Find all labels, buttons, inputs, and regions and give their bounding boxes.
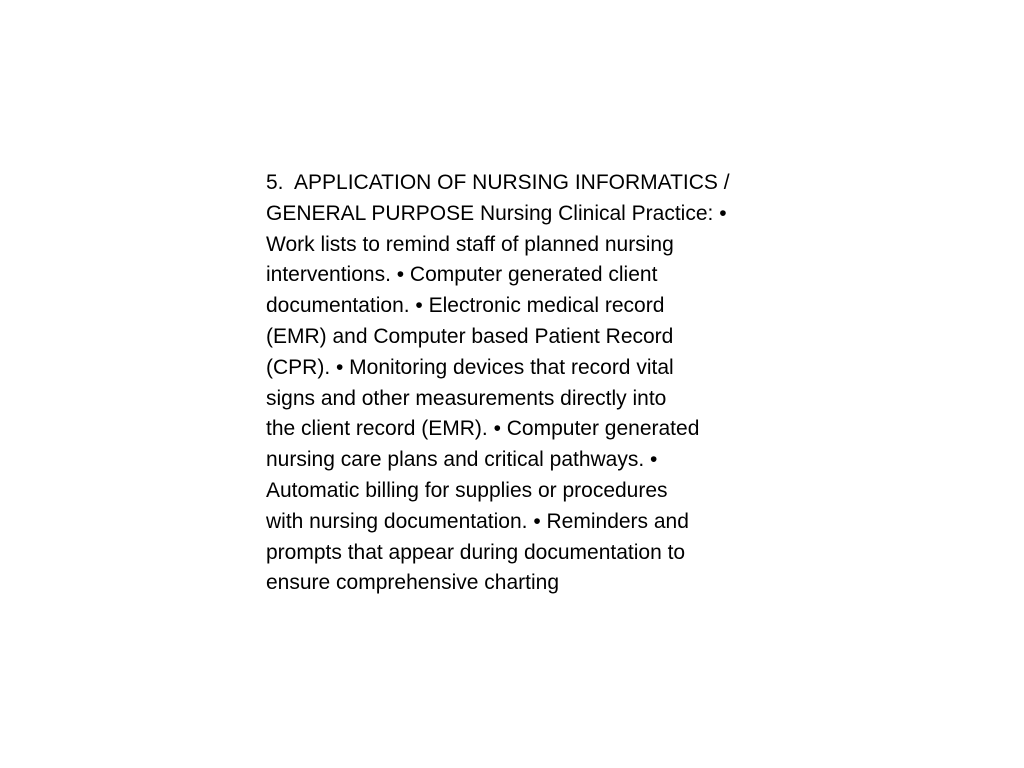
text-line-1: 5. APPLICATION OF NURSING INFORMATICS /: [266, 171, 730, 194]
text-line-7: (CPR). • Monitoring devices that record vital: [266, 355, 674, 379]
text-line-3: Work lists to remind staff of planned nursing: [266, 232, 674, 256]
text-line-9: the client record (EMR). • Computer generated: [266, 417, 700, 441]
text-line-5: documentation. • Electronic medical record: [266, 294, 665, 318]
slide-body-text: [266, 168, 766, 599]
text-line-11: Automatic billing for supplies or procedures: [266, 478, 668, 502]
text-line-2: GENERAL PURPOSE Nursing Clinical Practice: •: [266, 201, 727, 225]
text-line-10: nursing care plans and critical pathways. •: [266, 448, 658, 472]
text-line-4: interventions. • Computer generated client: [266, 263, 658, 287]
text-line-8: signs and other measurements directly into: [266, 386, 667, 410]
text-line-6: (EMR) and Computer based Patient Record: [266, 324, 674, 348]
text-line-12: with nursing documentation. • Reminders and: [266, 509, 689, 533]
text-line-13: prompts that appear during documentation to: [266, 540, 686, 564]
text-line-14: ensure comprehensive charting: [266, 571, 559, 595]
